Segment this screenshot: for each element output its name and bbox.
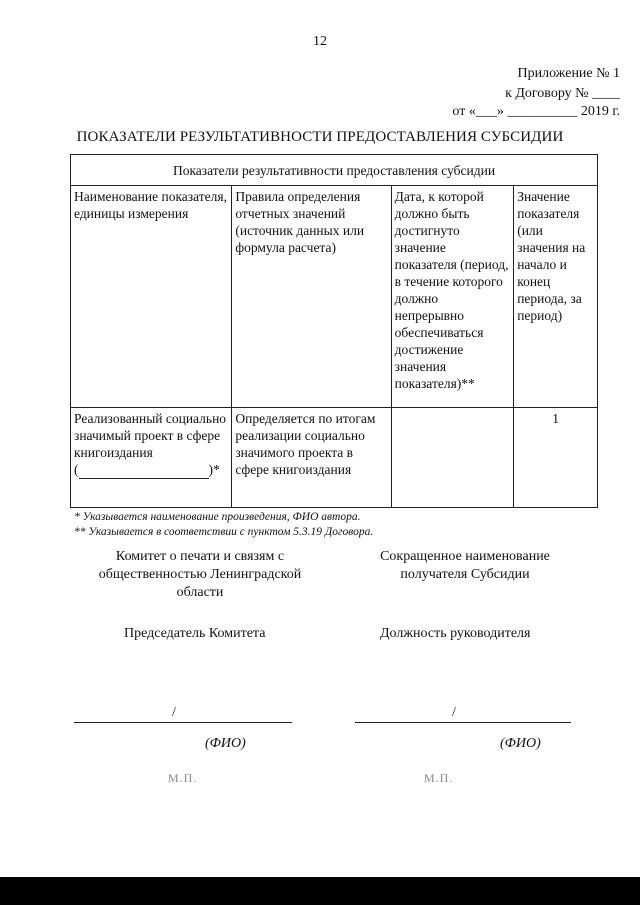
column-header-name: Наименование показателя, единицы измерения: [71, 186, 232, 408]
indicator-rule: Определяется по итогам реализации социально значимого проекта в сфере книгоиздания: [232, 408, 391, 508]
right-party-position: Должность руководителя: [380, 626, 531, 641]
annex-contract-ref: к Договору № ____: [505, 86, 620, 101]
right-signature-line: [355, 722, 571, 723]
right-fio-label: (ФИО): [500, 736, 541, 751]
column-header-rules: Правила определения отчетных значений (источник данных или формула расчета): [232, 186, 391, 408]
table-row: [71, 408, 598, 508]
left-stamp-place: М.П.: [168, 771, 198, 785]
annex-title: Приложение № 1: [517, 66, 620, 81]
footnote-1: * Указывается наименование произведения, ФИО автора.: [74, 511, 361, 523]
indicator-name: Реализованный социально значимый проект в сфере книгоиздания: [74, 411, 227, 460]
left-signature-separator: /: [172, 705, 176, 720]
left-party-position: Председатель Комитета: [124, 626, 266, 641]
column-header-date: Дата, к которой должно быть достигнуто значение показателя (период, в течение которого должно непрерывно обеспечиваться достижение значения показателя)**: [391, 186, 514, 408]
left-fio-label: (ФИО): [205, 736, 246, 751]
indicator-name-suffix: )*: [208, 462, 220, 477]
footnote-2: ** Указывается в соответствии с пунктом 5.3.19 Договора.: [74, 526, 374, 538]
column-header-value: Значение показателя (или значения на начало и конец периода, за период): [514, 186, 598, 408]
indicator-value: 1: [514, 408, 598, 508]
page-number: 12: [313, 34, 327, 49]
indicator-name-cell: Реализованный социально значимый проект в сфере книгоиздания ( )*: [71, 408, 232, 508]
table-header: Показатели результативности предоставления субсидии: [71, 155, 598, 186]
right-signature-separator: /: [452, 705, 456, 720]
indicator-date: [391, 408, 514, 508]
left-signature-line: [74, 722, 292, 723]
annex-contract-date: от «___» __________ 2019 г.: [452, 104, 620, 119]
title-blank-line: [79, 461, 209, 479]
column-headers-row: [71, 186, 598, 408]
document-title: ПОКАЗАТЕЛИ РЕЗУЛЬТАТИВНОСТИ ПРЕДОСТАВЛЕНИЯ СУБСИДИИ: [76, 129, 564, 145]
right-party-org: Сокращенное наименование получателя Субсидии: [380, 549, 550, 582]
right-stamp-place: М.П.: [424, 771, 454, 785]
scan-bottom-border: [0, 877, 640, 905]
left-party-org: Комитет о печати и связям с общественностью Ленинградской области: [98, 549, 302, 600]
indicators-table: [70, 154, 598, 508]
